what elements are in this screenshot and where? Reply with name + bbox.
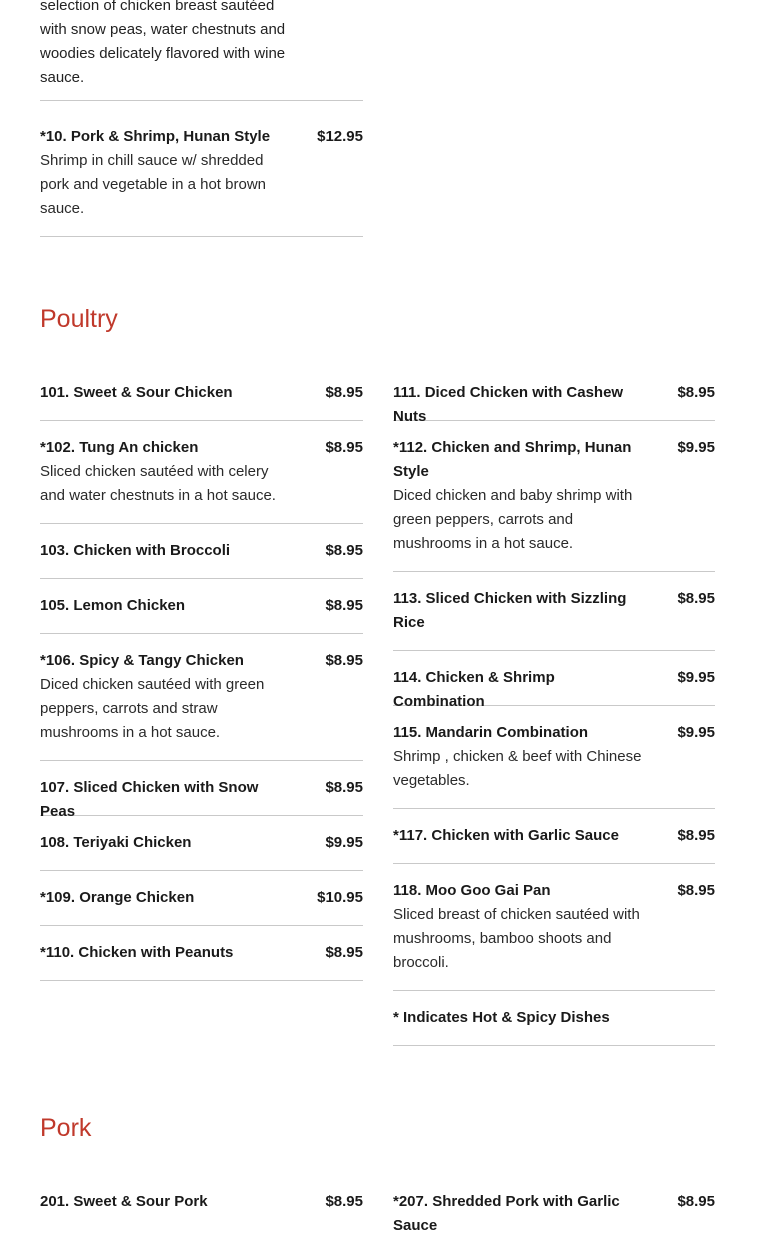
item-name: 113. Sliced Chicken with Sizzling Rice bbox=[393, 590, 627, 631]
menu-item bbox=[40, 381, 363, 421]
menu-item bbox=[40, 776, 363, 820]
item-name: *102. Tung An chicken bbox=[40, 439, 199, 456]
item-price: $12.95 bbox=[317, 128, 363, 145]
item-price: $8.95 bbox=[325, 542, 363, 559]
item-name: 101. Sweet & Sour Chicken bbox=[40, 384, 233, 401]
item-description-fragment: selection of chicken breast sautéed with snow peas, water chestnuts and woodies delicately flavored with wine sauce. bbox=[40, 0, 286, 86]
item-name: 103. Chicken with Broccoli bbox=[40, 542, 231, 559]
menu-item bbox=[393, 587, 715, 651]
item-name: 118. Moo Goo Gai Pan bbox=[393, 882, 551, 899]
item-name: 201. Sweet & Sour Pork bbox=[40, 1193, 208, 1210]
item-name: 115. Mandarin Combination bbox=[393, 724, 589, 741]
item-name: *10. Pork & Shrimp, Hunan Style bbox=[40, 128, 271, 145]
item-price: $8.95 bbox=[677, 384, 715, 401]
item-price: $8.95 bbox=[325, 597, 363, 614]
item-price: $8.95 bbox=[325, 779, 363, 796]
item-name: *207. Shredded Pork with Garlic Sauce bbox=[393, 1193, 620, 1234]
item-price: $9.95 bbox=[677, 439, 715, 456]
item-price: $9.95 bbox=[677, 669, 715, 686]
menu-item bbox=[40, 125, 363, 237]
item-name: 114. Chicken & Shrimp Combination bbox=[393, 669, 555, 710]
item-description: Shrimp , chicken & beef with Chinese vegetables. bbox=[393, 748, 642, 789]
item-description: Diced chicken sautéed with green peppers, carrots and straw mushrooms in a hot sauce. bbox=[40, 676, 265, 741]
item-name: *109. Orange Chicken bbox=[40, 889, 195, 906]
menu-item bbox=[40, 649, 363, 761]
menu-item bbox=[40, 941, 363, 981]
spicy-note bbox=[393, 1006, 715, 1046]
item-price: $8.95 bbox=[325, 944, 363, 961]
menu-item bbox=[393, 666, 715, 710]
item-price: $8.95 bbox=[677, 827, 715, 844]
item-name: 105. Lemon Chicken bbox=[40, 597, 186, 614]
item-price: $8.95 bbox=[325, 384, 363, 401]
item-price: $8.95 bbox=[677, 1193, 715, 1210]
section-title-poultry: Poultry bbox=[40, 305, 118, 333]
menu-item bbox=[393, 879, 715, 991]
menu-item bbox=[40, 436, 363, 524]
item-name: *117. Chicken with Garlic Sauce bbox=[393, 827, 619, 844]
item-price: $8.95 bbox=[325, 439, 363, 456]
menu-item bbox=[40, 886, 363, 926]
item-name: 107. Sliced Chicken with Snow Peas bbox=[40, 779, 259, 820]
item-description: Sliced chicken sautéed with celery and water chestnuts in a hot sauce. bbox=[40, 463, 276, 504]
section-title-pork: Pork bbox=[40, 1114, 92, 1142]
item-price: $9.95 bbox=[325, 834, 363, 851]
item-price: $8.95 bbox=[325, 1193, 363, 1210]
item-price: $8.95 bbox=[325, 652, 363, 669]
menu-item bbox=[393, 381, 715, 425]
menu-item bbox=[393, 721, 715, 809]
menu-item bbox=[40, 1190, 363, 1230]
menu-item bbox=[393, 824, 715, 864]
item-description: Diced chicken and baby shrimp with green peppers, carrots and mushrooms in a hot sauce. bbox=[393, 487, 633, 552]
menu-item bbox=[40, 539, 363, 579]
item-price: $10.95 bbox=[317, 889, 363, 906]
menu-item bbox=[40, 831, 363, 871]
item-name: 108. Teriyaki Chicken bbox=[40, 834, 192, 851]
item-name: *112. Chicken and Shrimp, Hunan Style bbox=[393, 439, 632, 480]
menu-item bbox=[40, 594, 363, 634]
item-name: *106. Spicy & Tangy Chicken bbox=[40, 652, 244, 669]
item-description: Sliced breast of chicken sautéed with mushrooms, bamboo shoots and broccoli. bbox=[393, 906, 640, 971]
item-description: Shrimp in chill sauce w/ shredded pork and vegetable in a hot brown sauce. bbox=[40, 152, 266, 217]
item-price: $8.95 bbox=[677, 590, 715, 607]
item-name: 111. Diced Chicken with Cashew Nuts bbox=[393, 384, 624, 425]
menu-item bbox=[393, 436, 715, 572]
item-price: $9.95 bbox=[677, 724, 715, 741]
menu-item bbox=[393, 1190, 715, 1234]
item-price: $8.95 bbox=[677, 882, 715, 899]
item-name: *110. Chicken with Peanuts bbox=[40, 944, 234, 961]
spicy-note-text: * Indicates Hot & Spicy Dishes bbox=[393, 1009, 610, 1026]
